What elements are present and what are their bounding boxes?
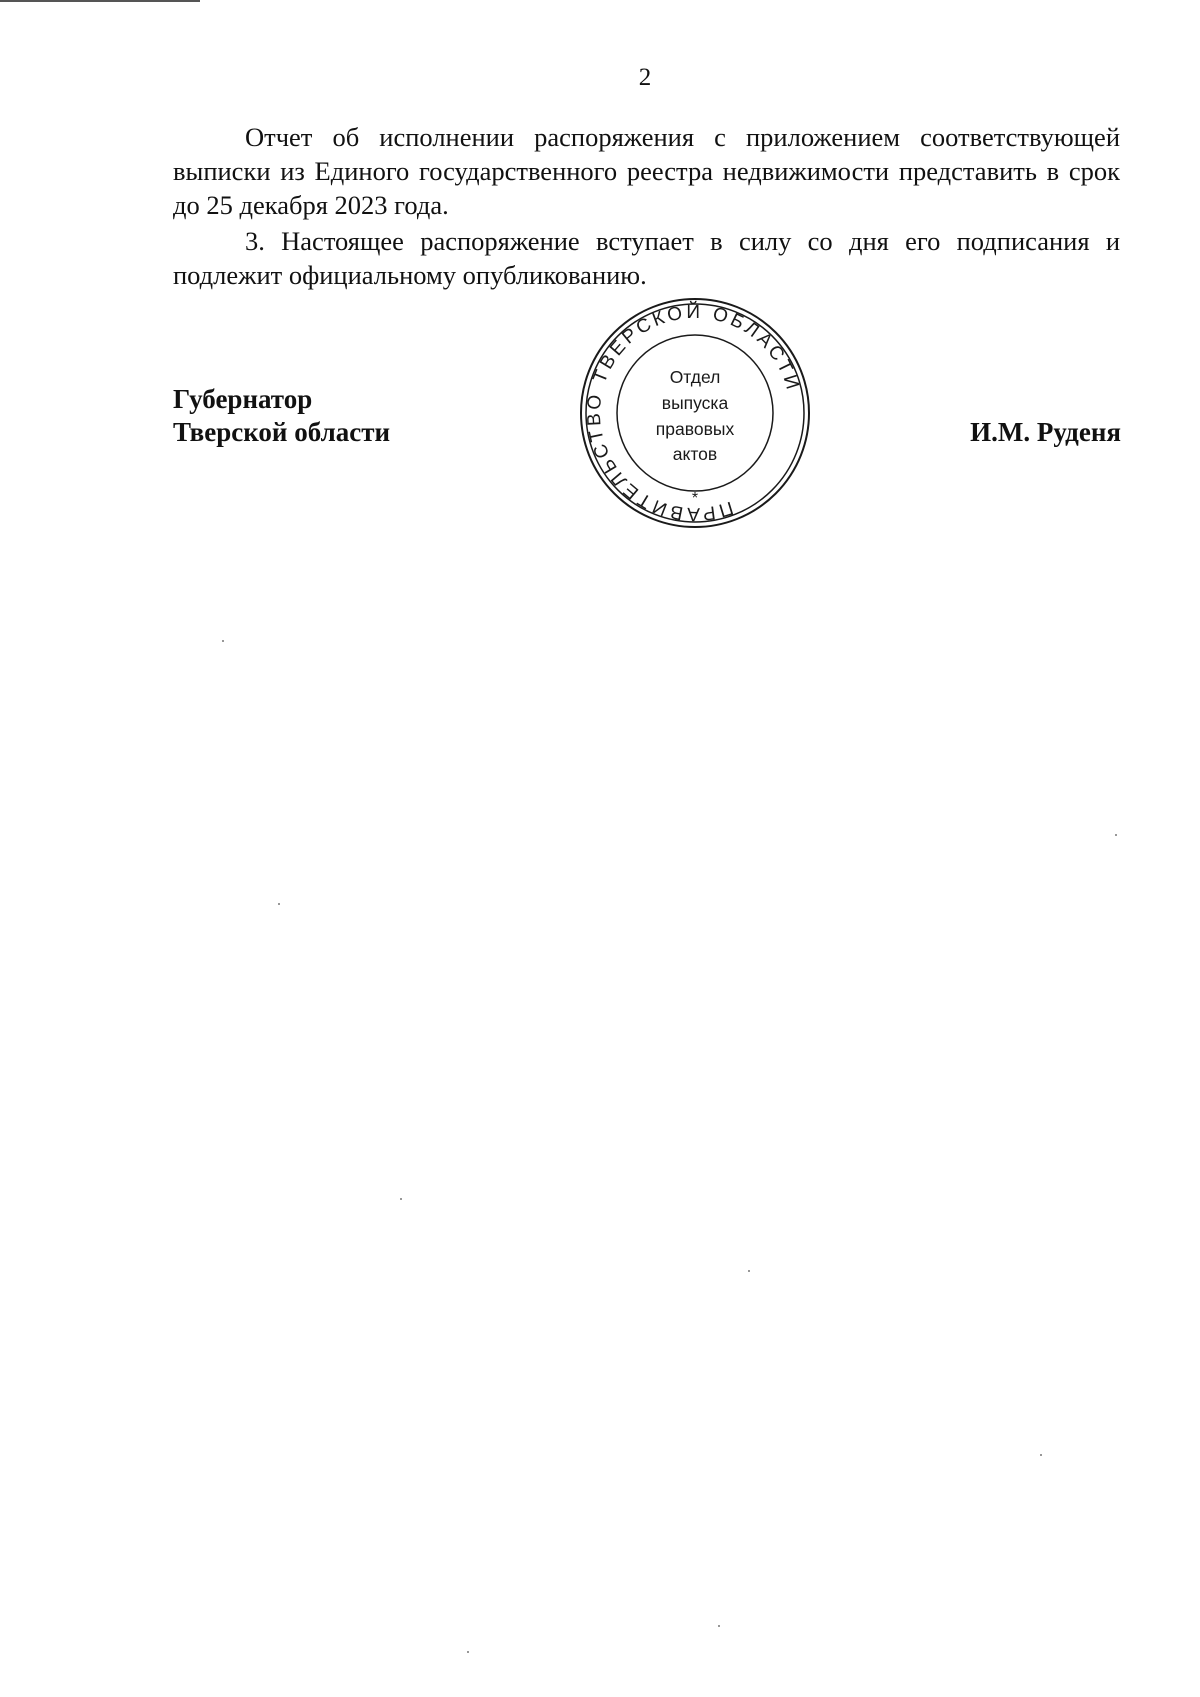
document-body xyxy=(173,120,1120,292)
signer-name: И.М. Руденя xyxy=(970,417,1121,447)
seal-star: * xyxy=(691,490,699,507)
scan-edge-mark xyxy=(0,0,200,2)
signer-position xyxy=(173,383,390,449)
signer-position-line1: Губернатор xyxy=(173,384,313,414)
seal-center-line2: выпуска xyxy=(661,393,729,413)
signer-position-line2: Тверской области xyxy=(173,417,391,447)
seal-graphic xyxy=(579,297,811,529)
paragraph-report: Отчет об исполнении распоряжения с приложением соответствующей выписки из Единого государственного реестра недвижимости представить в срок до 25 декабря 2023 года. xyxy=(173,122,1120,220)
paragraph-effective-date: 3. Настоящее распоряжение вступает в силу со дня его подписания и подлежит официальному опубликованию. xyxy=(173,226,1120,290)
scan-speck xyxy=(718,1625,720,1627)
seal-ring-text: ПРАВИТЕЛЬСТВО ТВЕРСКОЙ ОБЛАСТИ xyxy=(583,301,804,525)
scan-speck xyxy=(467,1651,469,1653)
seal-center-line3: правовых xyxy=(655,419,735,439)
seal-inner-ring xyxy=(617,335,773,491)
seal-center-line1: Отдел xyxy=(669,367,721,387)
scan-speck xyxy=(1115,834,1117,836)
official-seal xyxy=(579,297,811,529)
page-number: 2 xyxy=(638,64,652,91)
scan-speck xyxy=(278,903,280,905)
scan-speck xyxy=(748,1270,750,1272)
scan-speck xyxy=(400,1198,402,1200)
scan-speck xyxy=(222,640,224,642)
scan-speck xyxy=(1040,1454,1042,1456)
seal-center-line4: актов xyxy=(672,444,718,464)
